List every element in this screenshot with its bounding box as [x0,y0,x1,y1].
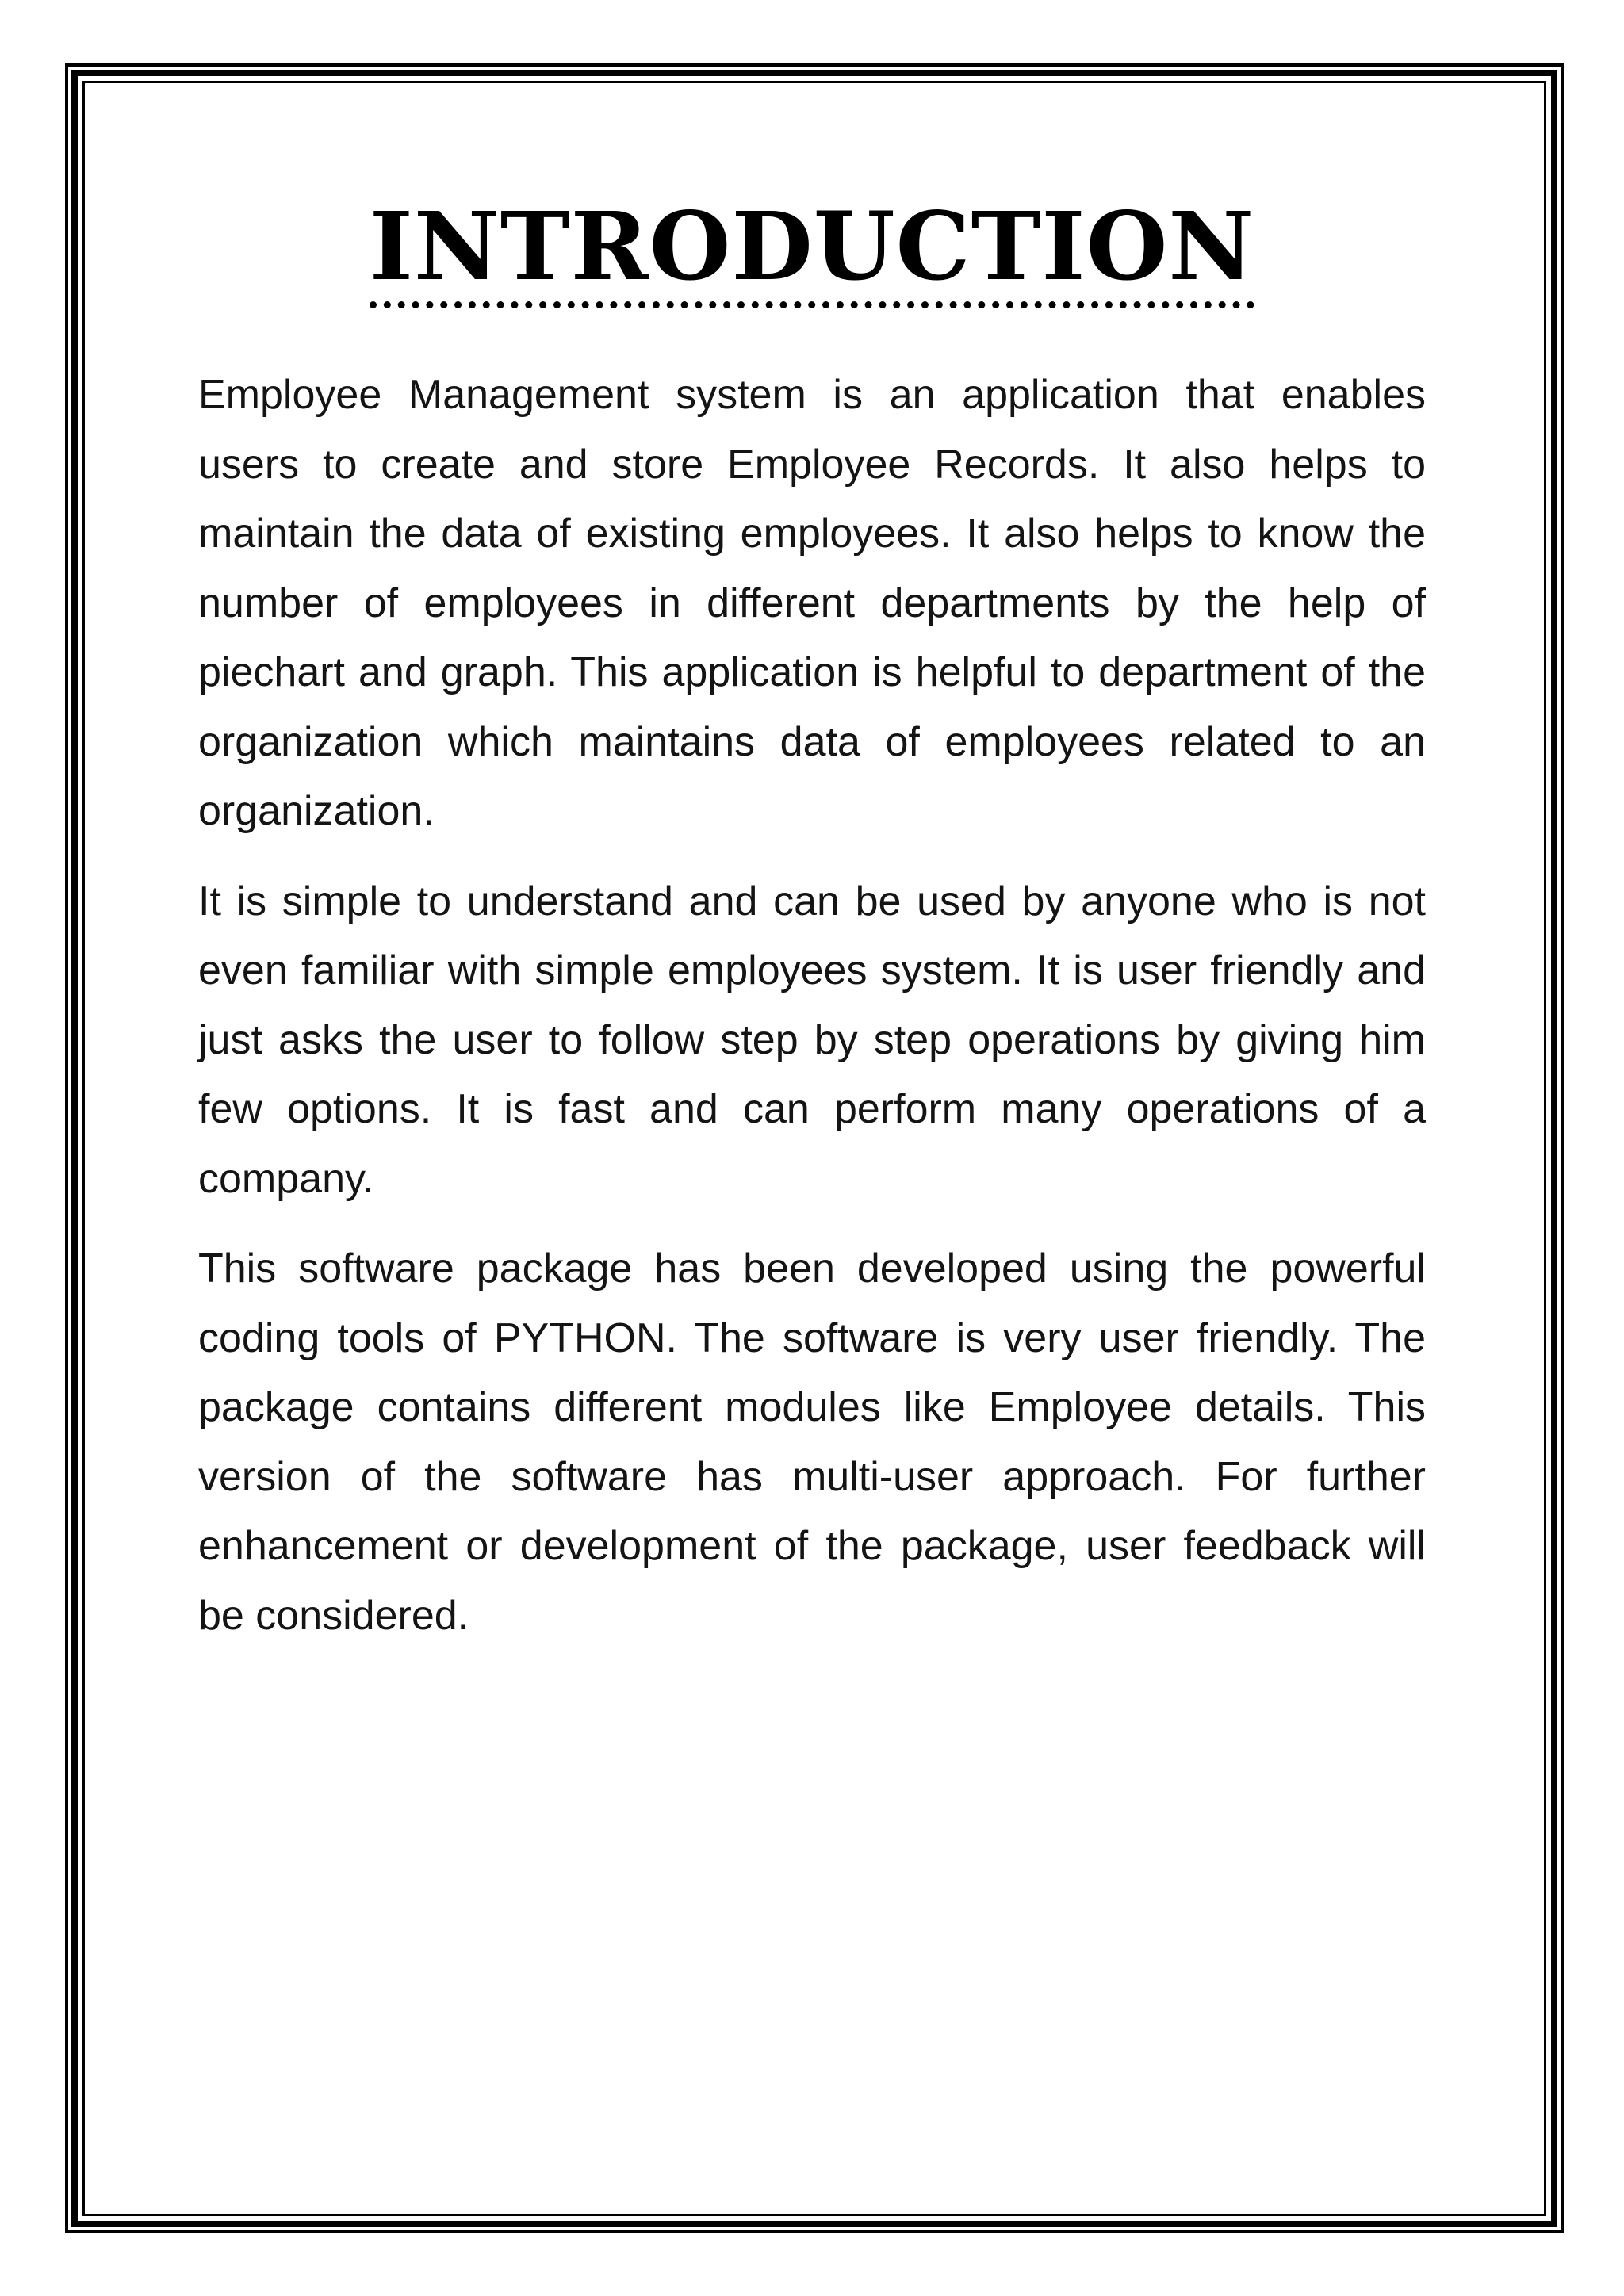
body-text [198,361,1426,1671]
title-container [0,191,1624,308]
paragraph-3: This software package has been developed using the powerful coding tools of PYTHON. The software is very user friendly. The package contains different modules like Employee details. This version of the software has multi-user approach. For further enhancement or development of the package, user feedback will be considered. [198,1246,1426,1639]
page-title: INTRODUCTION [370,200,1255,308]
paragraph-1: Employee Management system is an application that enables users to create and store Employee Records. It also helps to maintain the data of existing employees. It also helps to know the number of employees in different departments by the help of piechart and graph. This application is helpful to department of the organization which maintains data of employees related to an organization. [198,372,1426,834]
paragraph-2: It is simple to understand and can be used by anyone who is not even familiar with simple employees system. It is user friendly and just asks the user to follow step by step operations by giving him few options. It is fast and can perform many operations of a company. [198,878,1426,1202]
